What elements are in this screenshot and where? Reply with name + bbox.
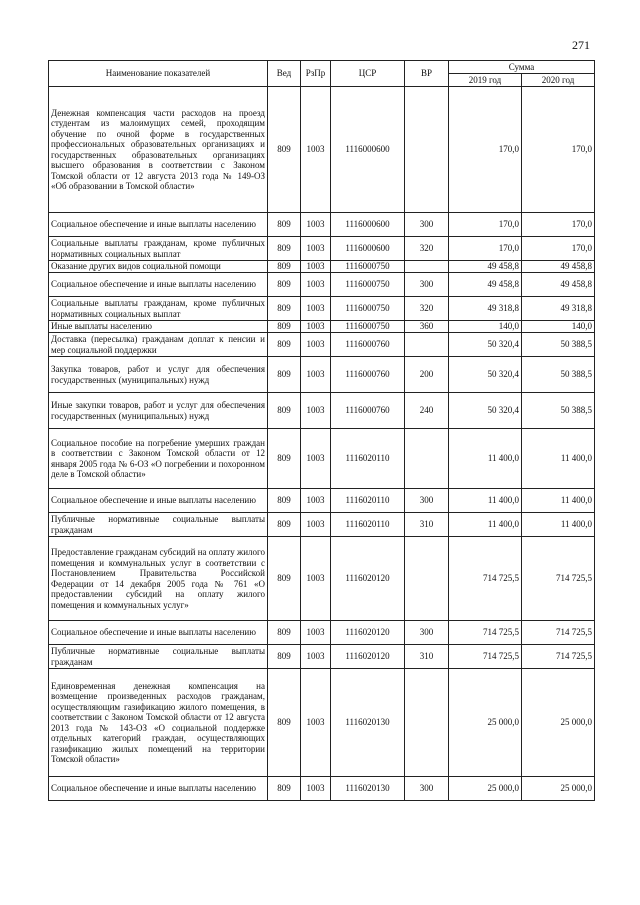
row-sum-2019: 11 400,0 [449, 513, 522, 537]
budget-table [48, 60, 595, 801]
row-sum-2019: 170,0 [449, 237, 522, 261]
row-sum-2019: 25 000,0 [449, 669, 522, 777]
row-csr: 1116000600 [331, 237, 405, 261]
row-name: Денежная компенсация части расходов на проезд студентам из малоимущих семей, проходящим обучение по очной форме в государственных профессиональных образовательных организациях и государственных образовательных организациях высшего образования в соответствии с Законом Томской области от 12 августа 2013 года № 149-ОЗ «Об образовании в Томской области» [49, 87, 268, 213]
row-rzpr: 1003 [301, 393, 331, 429]
row-rzpr: 1003 [301, 537, 331, 621]
row-vr: 310 [405, 645, 449, 669]
table-row [49, 261, 595, 273]
header-name: Наименование показателей [49, 61, 268, 87]
row-csr: 1116020130 [331, 777, 405, 801]
row-sum-2019: 11 400,0 [449, 489, 522, 513]
row-sum-2020: 49 458,8 [522, 261, 595, 273]
row-vr [405, 537, 449, 621]
row-sum-2019: 50 320,4 [449, 357, 522, 393]
table-row [49, 237, 595, 261]
row-sum-2020: 49 318,8 [522, 297, 595, 321]
row-ved: 809 [268, 273, 301, 297]
row-sum-2020: 714 725,5 [522, 645, 595, 669]
row-vr: 320 [405, 237, 449, 261]
row-rzpr: 1003 [301, 669, 331, 777]
row-ved: 809 [268, 321, 301, 333]
row-sum-2019: 11 400,0 [449, 429, 522, 489]
row-csr: 1116000750 [331, 273, 405, 297]
row-sum-2019: 50 320,4 [449, 333, 522, 357]
row-rzpr: 1003 [301, 237, 331, 261]
row-rzpr: 1003 [301, 513, 331, 537]
row-vr [405, 669, 449, 777]
row-sum-2020: 714 725,5 [522, 537, 595, 621]
table-row [49, 537, 595, 621]
table-row [49, 333, 595, 357]
row-sum-2020: 50 388,5 [522, 357, 595, 393]
row-rzpr: 1003 [301, 621, 331, 645]
row-sum-2019: 49 318,8 [449, 297, 522, 321]
row-vr [405, 261, 449, 273]
row-rzpr: 1003 [301, 321, 331, 333]
row-name: Оказание других видов социальной помощи [49, 261, 268, 273]
row-rzpr: 1003 [301, 87, 331, 213]
table-body [49, 87, 595, 801]
row-csr: 1116020130 [331, 669, 405, 777]
row-sum-2019: 714 725,5 [449, 621, 522, 645]
row-name: Социальное обеспечение и иные выплаты населению [49, 489, 268, 513]
row-sum-2019: 25 000,0 [449, 777, 522, 801]
row-name: Социальное пособие на погребение умерших граждан в соответствии с Законом Томской области от 12 января 2005 года № 6-ОЗ «О погребении и похоронном деле в Томской области» [49, 429, 268, 489]
row-csr: 1116000760 [331, 357, 405, 393]
row-ved: 809 [268, 645, 301, 669]
row-ved: 809 [268, 669, 301, 777]
table-row [49, 429, 595, 489]
row-name: Предоставление гражданам субсидий на оплату жилого помещения и коммунальных услуг в соответствии с Постановлением Правительства Российской Федерации от 14 декабря 2005 года № 761 «О предоставлении субсидий на оплату жилого помещения и коммунальных услуг» [49, 537, 268, 621]
row-name: Публичные нормативные социальные выплаты гражданам [49, 645, 268, 669]
row-sum-2019: 50 320,4 [449, 393, 522, 429]
row-ved: 809 [268, 429, 301, 489]
row-name: Социальное обеспечение и иные выплаты населению [49, 273, 268, 297]
row-csr: 1116000600 [331, 87, 405, 213]
row-csr: 1116000760 [331, 393, 405, 429]
row-ved: 809 [268, 213, 301, 237]
row-vr: 310 [405, 513, 449, 537]
row-sum-2019: 170,0 [449, 213, 522, 237]
row-name: Закупка товаров, работ и услуг для обеспечения государственных (муниципальных) нужд [49, 357, 268, 393]
header-ved: Вед [268, 61, 301, 87]
row-vr: 320 [405, 297, 449, 321]
row-vr [405, 429, 449, 489]
table-row [49, 321, 595, 333]
row-name: Единовременная денежная компенсация на возмещение произведенных расходов гражданам, осуществляющим газификацию жилого помещения, в соответствии с Законом Томской области от 12 августа 2013 года № 143-ОЗ «О социальной поддержке отдельных категорий граждан, осуществляющих газификацию жилых помещений на территории Томской области» [49, 669, 268, 777]
row-sum-2019: 49 458,8 [449, 261, 522, 273]
table-row [49, 669, 595, 777]
table-row [49, 777, 595, 801]
row-rzpr: 1003 [301, 357, 331, 393]
row-csr: 1116000750 [331, 297, 405, 321]
row-rzpr: 1003 [301, 489, 331, 513]
row-csr: 1116020120 [331, 537, 405, 621]
table-row [49, 357, 595, 393]
row-rzpr: 1003 [301, 429, 331, 489]
row-csr: 1116020110 [331, 489, 405, 513]
table-row [49, 87, 595, 213]
header-year-2019: 2019 год [449, 74, 522, 87]
row-ved: 809 [268, 357, 301, 393]
row-vr: 300 [405, 273, 449, 297]
row-sum-2020: 170,0 [522, 87, 595, 213]
row-csr: 1116000750 [331, 321, 405, 333]
row-vr: 300 [405, 489, 449, 513]
row-rzpr: 1003 [301, 273, 331, 297]
row-vr: 240 [405, 393, 449, 429]
row-name: Социальное обеспечение и иные выплаты населению [49, 621, 268, 645]
row-sum-2020: 25 000,0 [522, 669, 595, 777]
row-sum-2020: 140,0 [522, 321, 595, 333]
row-ved: 809 [268, 513, 301, 537]
row-sum-2019: 49 458,8 [449, 273, 522, 297]
table-row [49, 213, 595, 237]
table-row [49, 621, 595, 645]
table-row [49, 273, 595, 297]
row-csr: 1116000760 [331, 333, 405, 357]
table-header [49, 61, 595, 87]
row-sum-2020: 170,0 [522, 213, 595, 237]
row-sum-2020: 714 725,5 [522, 621, 595, 645]
row-ved: 809 [268, 393, 301, 429]
row-sum-2020: 50 388,5 [522, 333, 595, 357]
row-csr: 1116020120 [331, 645, 405, 669]
row-ved: 809 [268, 333, 301, 357]
row-name: Социальное обеспечение и иные выплаты населению [49, 213, 268, 237]
row-ved: 809 [268, 489, 301, 513]
row-rzpr: 1003 [301, 777, 331, 801]
header-rzpr: РзПр [301, 61, 331, 87]
row-ved: 809 [268, 237, 301, 261]
row-vr [405, 333, 449, 357]
row-ved: 809 [268, 297, 301, 321]
row-name: Социальное обеспечение и иные выплаты населению [49, 777, 268, 801]
row-ved: 809 [268, 621, 301, 645]
row-csr: 1116020110 [331, 513, 405, 537]
header-vr: ВР [405, 61, 449, 87]
row-rzpr: 1003 [301, 213, 331, 237]
table-row [49, 489, 595, 513]
row-sum-2020: 11 400,0 [522, 429, 595, 489]
row-sum-2020: 49 458,8 [522, 273, 595, 297]
row-sum-2019: 714 725,5 [449, 537, 522, 621]
row-sum-2019: 140,0 [449, 321, 522, 333]
row-rzpr: 1003 [301, 261, 331, 273]
table-row [49, 297, 595, 321]
row-rzpr: 1003 [301, 333, 331, 357]
row-rzpr: 1003 [301, 645, 331, 669]
row-sum-2020: 170,0 [522, 237, 595, 261]
header-year-2020: 2020 год [522, 74, 595, 87]
row-sum-2020: 25 000,0 [522, 777, 595, 801]
row-sum-2020: 50 388,5 [522, 393, 595, 429]
row-sum-2020: 11 400,0 [522, 489, 595, 513]
row-vr: 300 [405, 621, 449, 645]
row-sum-2019: 714 725,5 [449, 645, 522, 669]
row-vr: 300 [405, 777, 449, 801]
row-name: Доставка (пересылка) гражданам доплат к пенсии и мер социальной поддержки [49, 333, 268, 357]
table-row [49, 393, 595, 429]
row-csr: 1116020120 [331, 621, 405, 645]
row-rzpr: 1003 [301, 297, 331, 321]
row-vr: 200 [405, 357, 449, 393]
row-name: Публичные нормативные социальные выплаты гражданам [49, 513, 268, 537]
row-sum-2020: 11 400,0 [522, 513, 595, 537]
row-ved: 809 [268, 537, 301, 621]
table-row [49, 513, 595, 537]
row-vr: 360 [405, 321, 449, 333]
table-row [49, 645, 595, 669]
header-sum: Сумма [449, 61, 595, 74]
row-csr: 1116000600 [331, 213, 405, 237]
row-vr [405, 87, 449, 213]
row-csr: 1116000750 [331, 261, 405, 273]
row-name: Иные выплаты населению [49, 321, 268, 333]
row-ved: 809 [268, 87, 301, 213]
header-csr: ЦСР [331, 61, 405, 87]
row-csr: 1116020110 [331, 429, 405, 489]
page-number: 271 [572, 38, 590, 52]
row-vr: 300 [405, 213, 449, 237]
row-name: Социальные выплаты гражданам, кроме публичных нормативных социальных выплат [49, 297, 268, 321]
row-ved: 809 [268, 777, 301, 801]
row-ved: 809 [268, 261, 301, 273]
row-name: Социальные выплаты гражданам, кроме публичных нормативных социальных выплат [49, 237, 268, 261]
row-name: Иные закупки товаров, работ и услуг для обеспечения государственных (муниципальных) нужд [49, 393, 268, 429]
row-sum-2019: 170,0 [449, 87, 522, 213]
